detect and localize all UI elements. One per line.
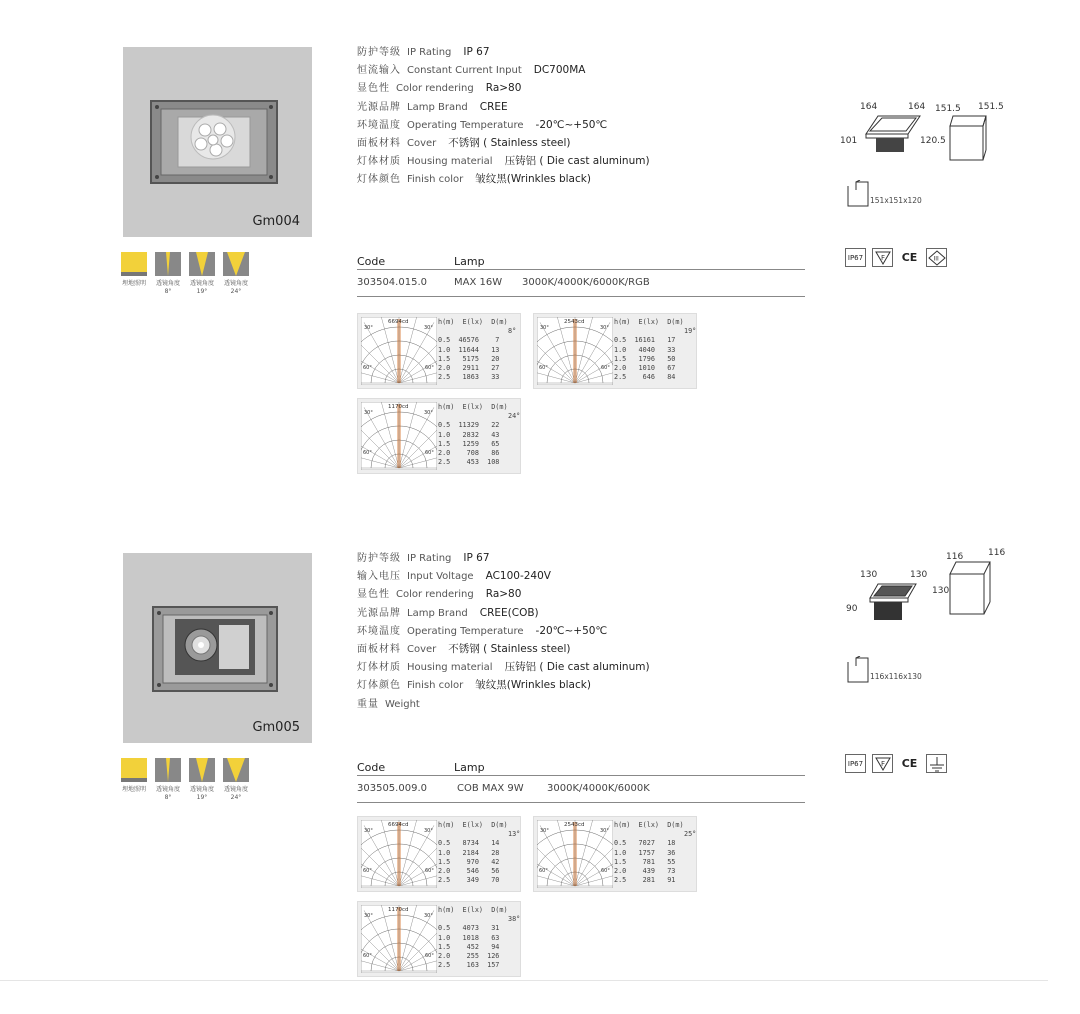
svg-text:30°: 30°	[364, 828, 373, 834]
svg-text:60°: 60°	[363, 953, 372, 959]
ip67-icon: IP67	[845, 754, 866, 773]
polar-diagram	[361, 317, 437, 385]
install-size: 151x151x120	[846, 180, 870, 212]
lux-table: h(m) E(lx) D(m) 19° 0.5 16161 17 1.0 4040 33 1.5 1796 50 2.0 1010 67 2.5 646 84	[614, 318, 697, 382]
angle-icon-inground: 埋地照明	[121, 252, 147, 296]
lux-table: h(m) E(lx) D(m) 24° 0.5 11329 22 1.0 2832 43 1.5 1259 65 2.0 708 86 2.5 453 108	[438, 403, 521, 467]
f-mark-icon	[872, 248, 893, 267]
table-header: Code Lamp	[357, 255, 805, 270]
svg-text:60°: 60°	[539, 868, 548, 874]
svg-text:F: F	[880, 759, 885, 768]
photometric-curve-38	[357, 901, 521, 977]
photometric-curve-25	[533, 816, 697, 892]
photometric-curve-24	[357, 398, 521, 474]
model-number: Gm004	[252, 214, 300, 229]
spec-row: 环境温度 Operating Temperature -20℃~+50℃	[357, 624, 608, 637]
candela-label: 6694cd	[388, 319, 409, 325]
code-table	[357, 761, 805, 803]
dimension-drawing: 130 130 90 116 116 130	[838, 548, 1018, 632]
photometric-curve-8	[357, 313, 521, 389]
svg-text:30°: 30°	[364, 410, 373, 416]
beam-angle-icons	[121, 252, 249, 296]
class-iii-icon	[926, 248, 947, 267]
table-header: Code Lamp	[357, 761, 805, 776]
svg-text:60°: 60°	[363, 450, 372, 456]
cutout-icon	[846, 656, 870, 684]
spec-row: 面板材料 Cover 不锈钢 ( Stainless steel)	[357, 642, 571, 655]
lux-table: h(m) E(lx) D(m) 8° 0.5 46576 7 1.0 11644 13 1.5 5175 20 2.0 2911 27 2.5 1863 33	[438, 318, 517, 382]
svg-text:60°: 60°	[425, 365, 434, 371]
svg-text:60°: 60°	[601, 365, 610, 371]
spec-row: 面板材料 Cover 不锈钢 ( Stainless steel)	[357, 136, 571, 149]
svg-text:III: III	[933, 255, 939, 262]
svg-text:60°: 60°	[363, 365, 372, 371]
table-row: 303505.009.0 COB MAX 9W 3000K/4000K/6000K	[357, 776, 805, 803]
spec-row: 重量 Weight	[357, 698, 420, 710]
svg-text:30°: 30°	[600, 828, 609, 834]
svg-text:30°: 30°	[600, 325, 609, 331]
polar-diagram	[361, 402, 437, 470]
spec-row: 灯体材质 Housing material 压铸铝 ( Die cast aluminum)	[357, 661, 650, 674]
spec-row: 输入电压 Input Voltage AC100-240V	[357, 570, 551, 583]
spec-list	[357, 43, 650, 189]
cutout-icon	[846, 180, 870, 208]
candela-label: 2543cd	[564, 822, 585, 828]
product-gm005	[0, 506, 1080, 996]
svg-text:60°: 60°	[425, 868, 434, 874]
ip67-icon: IP67	[845, 248, 866, 267]
svg-text:30°: 30°	[364, 325, 373, 331]
angle-icon-8: 透镜角度 8°	[155, 252, 181, 296]
product-photo	[123, 553, 312, 743]
lux-table: h(m) E(lx) D(m) 25° 0.5 7027 18 1.0 1757 36 1.5 781 55 2.0 439 73 2.5 281 91	[614, 821, 697, 885]
candela-label: 2543cd	[564, 319, 585, 325]
certification-icons	[845, 754, 947, 773]
svg-text:30°: 30°	[424, 410, 433, 416]
spec-row: 显色性 Color rendering Ra>80	[357, 82, 522, 95]
earth-ground-icon	[926, 754, 947, 773]
angle-icon-8: 透镜角度 8°	[155, 758, 181, 802]
polar-diagram	[537, 820, 613, 888]
f-mark-icon	[872, 754, 893, 773]
candela-label: 6694cd	[388, 822, 409, 828]
svg-text:30°: 30°	[540, 828, 549, 834]
divider	[0, 980, 1048, 981]
product-photo	[123, 47, 312, 237]
svg-text:60°: 60°	[363, 868, 372, 874]
install-size: 116x116x130	[846, 656, 870, 688]
model-number: Gm005	[252, 720, 300, 735]
product-gm004	[0, 0, 1080, 490]
lux-table: h(m) E(lx) D(m) 13° 0.5 8734 14 1.0 2184 28 1.5 970 42 2.0 546 56 2.5 349 70	[438, 821, 521, 885]
polar-diagram	[537, 317, 613, 385]
candela-label: 1170cd	[388, 404, 409, 410]
photometric-curve-19	[533, 313, 697, 389]
svg-text:60°: 60°	[425, 953, 434, 959]
candela-label: 1170cd	[388, 907, 409, 913]
spec-row: 灯体颜色 Finish color 皱纹黑(Wrinkles black)	[357, 679, 591, 692]
svg-text:30°: 30°	[424, 325, 433, 331]
spec-row: 灯体材质 Housing material 压铸铝 ( Die cast aluminum)	[357, 155, 650, 168]
svg-text:F: F	[880, 253, 885, 262]
svg-text:60°: 60°	[425, 450, 434, 456]
spec-row: 显色性 Color rendering Ra>80	[357, 588, 522, 601]
spec-row: 光源品牌 Lamp Brand CREE(COB)	[357, 606, 539, 619]
code-table	[357, 255, 805, 297]
spec-row: 灯体颜色 Finish color 皱纹黑(Wrinkles black)	[357, 173, 591, 186]
spec-row: 防护等级 IP Rating IP 67	[357, 46, 490, 58]
polar-diagram	[361, 905, 437, 973]
ce-icon: CE	[901, 251, 918, 264]
angle-icon-19: 透镜角度 19°	[189, 252, 215, 296]
spec-row: 恒流输入 Constant Current Input DC700MA	[357, 64, 586, 77]
svg-text:30°: 30°	[364, 913, 373, 919]
certification-icons	[845, 248, 947, 267]
beam-angle-icons	[121, 758, 249, 802]
svg-text:30°: 30°	[424, 913, 433, 919]
angle-icon-inground: 埋地照明	[121, 758, 147, 802]
lux-table: h(m) E(lx) D(m) 38° 0.5 4073 31 1.0 1018 63 1.5 452 94 2.0 255 126 2.5 163 157	[438, 906, 521, 970]
photometric-curve-13	[357, 816, 521, 892]
angle-icon-19: 透镜角度 19°	[189, 758, 215, 802]
spec-row: 防护等级 IP Rating IP 67	[357, 552, 490, 564]
spec-row: 环境温度 Operating Temperature -20℃~+50℃	[357, 118, 608, 131]
dimension-drawing: 164 164 101 151.5 151.5 120.5	[838, 98, 1008, 172]
angle-icon-24: 透镜角度 24°	[223, 758, 249, 802]
svg-text:60°: 60°	[601, 868, 610, 874]
svg-text:60°: 60°	[539, 365, 548, 371]
spec-list	[357, 549, 650, 713]
svg-text:30°: 30°	[424, 828, 433, 834]
svg-text:30°: 30°	[540, 325, 549, 331]
angle-icon-24: 透镜角度 24°	[223, 252, 249, 296]
spec-row: 光源品牌 Lamp Brand CREE	[357, 100, 508, 113]
polar-diagram	[361, 820, 437, 888]
ce-icon: CE	[901, 757, 918, 770]
table-row: 303504.015.0 MAX 16W 3000K/4000K/6000K/RGB	[357, 270, 805, 297]
